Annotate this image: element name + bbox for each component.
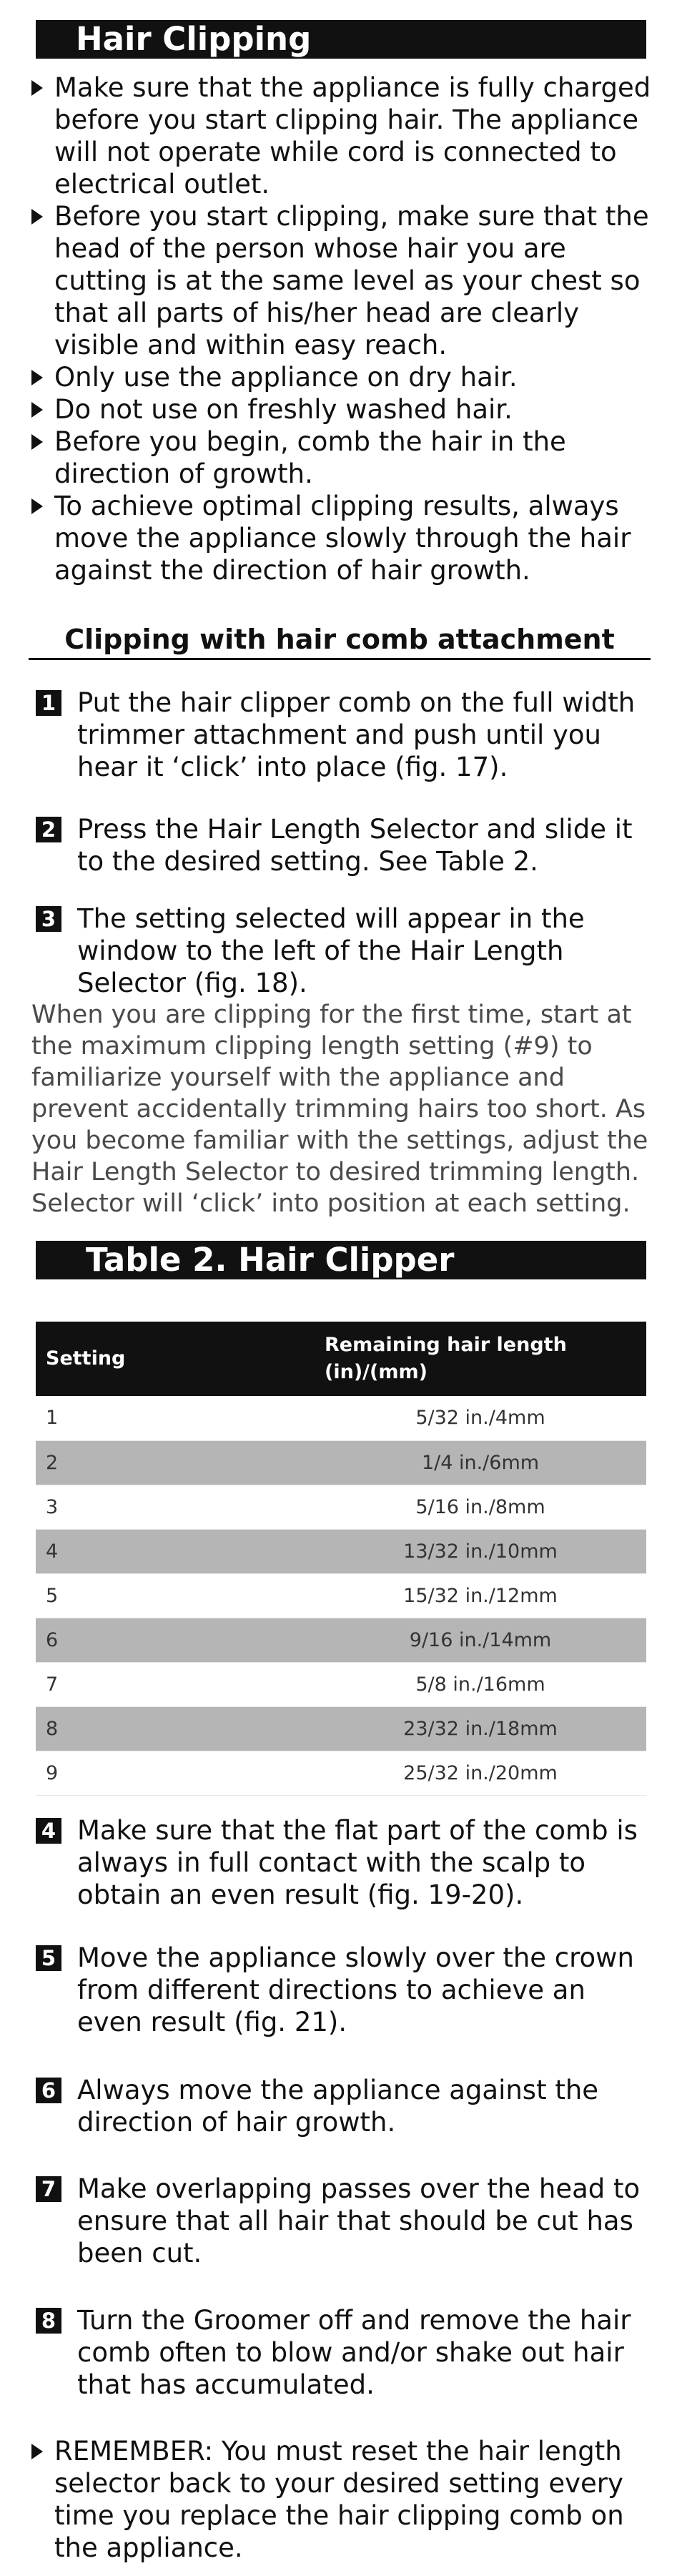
- step-3: [36, 903, 651, 999]
- table-header-row: [36, 1322, 646, 1396]
- table-row: 7 5/8 in./16mm: [36, 1662, 646, 1706]
- column-header-setting: Setting: [36, 1322, 315, 1396]
- step-number: 3: [36, 906, 61, 932]
- first-time-note: When you are clipping for the first time, start at the maximum clipping length setting (#9) to familiarize yourself with the appliance and prevent accidentally trimming hairs too short. As you become familiar with the settings, adjust the Hair Length Selector to desired trimming length. Selector will ‘click’ into position at each setting.: [31, 1001, 648, 1218]
- table-row: 1 5/32 in./4mm: [36, 1396, 646, 1440]
- table-row: 9 25/32 in./20mm: [36, 1751, 646, 1795]
- step-text: Make overlapping passes over the head to ensure that all hair that should be cut has been cut.: [77, 2173, 641, 2268]
- step-number: 2: [36, 817, 61, 842]
- table-row: 8 23/32 in./18mm: [36, 1706, 646, 1751]
- step-text: Always move the appliance against the direction of hair growth.: [77, 2075, 599, 2138]
- step-number: 6: [36, 2078, 61, 2103]
- table-title: Table 2. Hair Clipper: [86, 1241, 455, 1279]
- step-6: [36, 2074, 651, 2138]
- table-row: 3 5/16 in./8mm: [36, 1485, 646, 1529]
- triangle-bullet-icon: [31, 209, 43, 225]
- step-number: 5: [36, 1945, 61, 1971]
- triangle-bullet-icon: [31, 402, 43, 418]
- step-1: [36, 687, 651, 783]
- step-text: Move the appliance slowly over the crown from different directions to achieve an even result (fig. 21).: [77, 1942, 634, 2037]
- table-row: 5 15/32 in./12mm: [36, 1573, 646, 1618]
- step-number: 1: [36, 690, 61, 716]
- triangle-bullet-icon: [31, 80, 43, 96]
- step-2: [36, 813, 651, 877]
- step-text: The setting selected will appear in the window to the left of the Hair Length Selector (fig. 18).: [77, 903, 585, 998]
- triangle-bullet-icon: [31, 2444, 43, 2459]
- hair-clipper-table: [36, 1322, 646, 1796]
- step-text: Put the hair clipper comb on the full width trimmer attachment and push until you hear it ‘click’ into place (fig. 17).: [77, 687, 636, 782]
- subsection-title: Clipping with hair comb attachment: [29, 621, 651, 660]
- step-5: [36, 1942, 651, 2038]
- list-item: Before you begin, comb the hair in the direction of growth.: [29, 426, 658, 490]
- intro-bullet-list: [29, 72, 658, 586]
- list-item: To achieve optimal clipping results, always move the appliance slowly through the hair against the direction of hair growth.: [29, 490, 658, 586]
- list-item: Do not use on freshly washed hair.: [29, 393, 658, 426]
- step-number: 7: [36, 2176, 61, 2202]
- list-item: REMEMBER: You must reset the hair length selector back to your desired setting every time you replace the hair clipping comb on the appliance.: [29, 2435, 658, 2564]
- step-text: Turn the Groomer off and remove the hair comb often to blow and/or shake out hair that has accumulated.: [77, 2305, 631, 2400]
- triangle-bullet-icon: [31, 434, 43, 450]
- table-row: 6 9/16 in./14mm: [36, 1618, 646, 1662]
- step-7: [36, 2173, 651, 2269]
- list-item: Before you start clipping, make sure that the head of the person whose hair you are cutting is at the same level as your chest so that all parts of his/her head are clearly visible and within easy reach.: [29, 200, 658, 361]
- step-text: Make sure that the flat part of the comb is always in full contact with the scalp to obtain an even result (fig. 19-20).: [77, 1815, 638, 1910]
- step-text: Press the Hair Length Selector and slide it to the desired setting. See Table 2.: [77, 814, 633, 877]
- section-title: Hair Clipping: [76, 20, 312, 58]
- table-row: 4 13/32 in./10mm: [36, 1529, 646, 1573]
- step-number: 4: [36, 1818, 61, 1844]
- list-item: Make sure that the appliance is fully charged before you start clipping hair. The appliance will not operate while cord is connected to electrical outlet.: [29, 72, 658, 200]
- triangle-bullet-icon: [31, 498, 43, 514]
- table-row: 2 1/4 in./6mm: [36, 1440, 646, 1485]
- triangle-bullet-icon: [31, 370, 43, 385]
- section-title-bar: [36, 20, 646, 59]
- step-4: [36, 1814, 651, 1911]
- remember-note-list: [29, 2435, 658, 2564]
- table-title-bar: [36, 1241, 646, 1279]
- step-number: 8: [36, 2308, 61, 2334]
- column-header-length: Remaining hair length (in)/(mm): [315, 1322, 646, 1396]
- step-8: [36, 2304, 651, 2401]
- list-item: Only use the appliance on dry hair.: [29, 361, 658, 393]
